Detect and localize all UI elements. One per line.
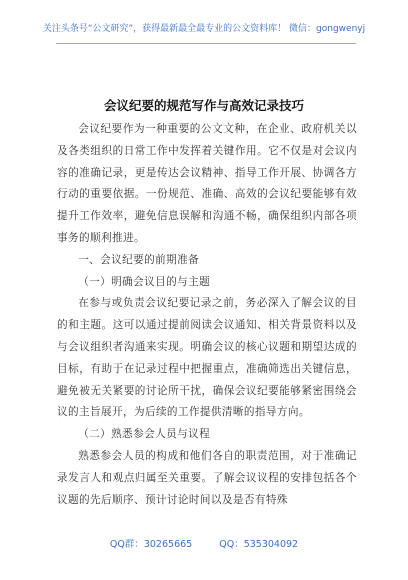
- header-divider: [56, 43, 356, 44]
- subsection-heading-participants: （二）熟悉参会人员与议程: [78, 428, 211, 441]
- intro-paragraph: 会议纪要作为一种重要的公文文种，在企业、政府机关以及各类组织的日常工作中发挥着关键作用。它不仅是对会议内容的准确记录，更是传达会议精神、指导工作开展、协调各方行动的重要依据。一份规范、准确、高效的会议纪要能够有效提升工作效率，避免信息误解和沟通不畅，确保组织内部各项事务的顺利推进。: [57, 123, 357, 244]
- qq-group-text: QQ群：30265665: [109, 539, 193, 550]
- document-title: 会议纪要的规范写作与高效记录技巧: [103, 98, 304, 113]
- subsection-heading-purpose: （一）明确会议目的与主题: [78, 275, 211, 288]
- participants-paragraph: 熟悉参会人员的构成和他们各自的职责范围，对于准确记录发言人和观点归属至关重要。了解会议议程的安排包括各个议题的先后顺序、预计讨论时间以及是否有特殊: [57, 449, 357, 506]
- document-body: [57, 119, 357, 511]
- section-heading-preparation: 一、会议纪要的前期准备: [78, 253, 200, 266]
- contact-footer: [0, 536, 408, 550]
- promo-header: 关注头条号“公文研究”，获得最新最全最专业的公文资料库！ 微信：gongwenyj: [42, 24, 366, 34]
- qq-number-text: QQ：535304092: [219, 539, 299, 550]
- purpose-paragraph: 在参与或负责会议纪要记录之前，务必深入了解会议的目的和主题。这可以通过提前阅读会议通知、相关背景资料以及与会议组织者沟通来实现。明确会议的核心议题和期望达成的目标，有助于在记录过程中把握重点，准确筛选出关键信息，避免被无关紧要的讨论所干扰，确保会议纪要能够紧密围绕会议的主旨展开，为后续的工作提供清晰的指导方向。: [57, 297, 357, 419]
